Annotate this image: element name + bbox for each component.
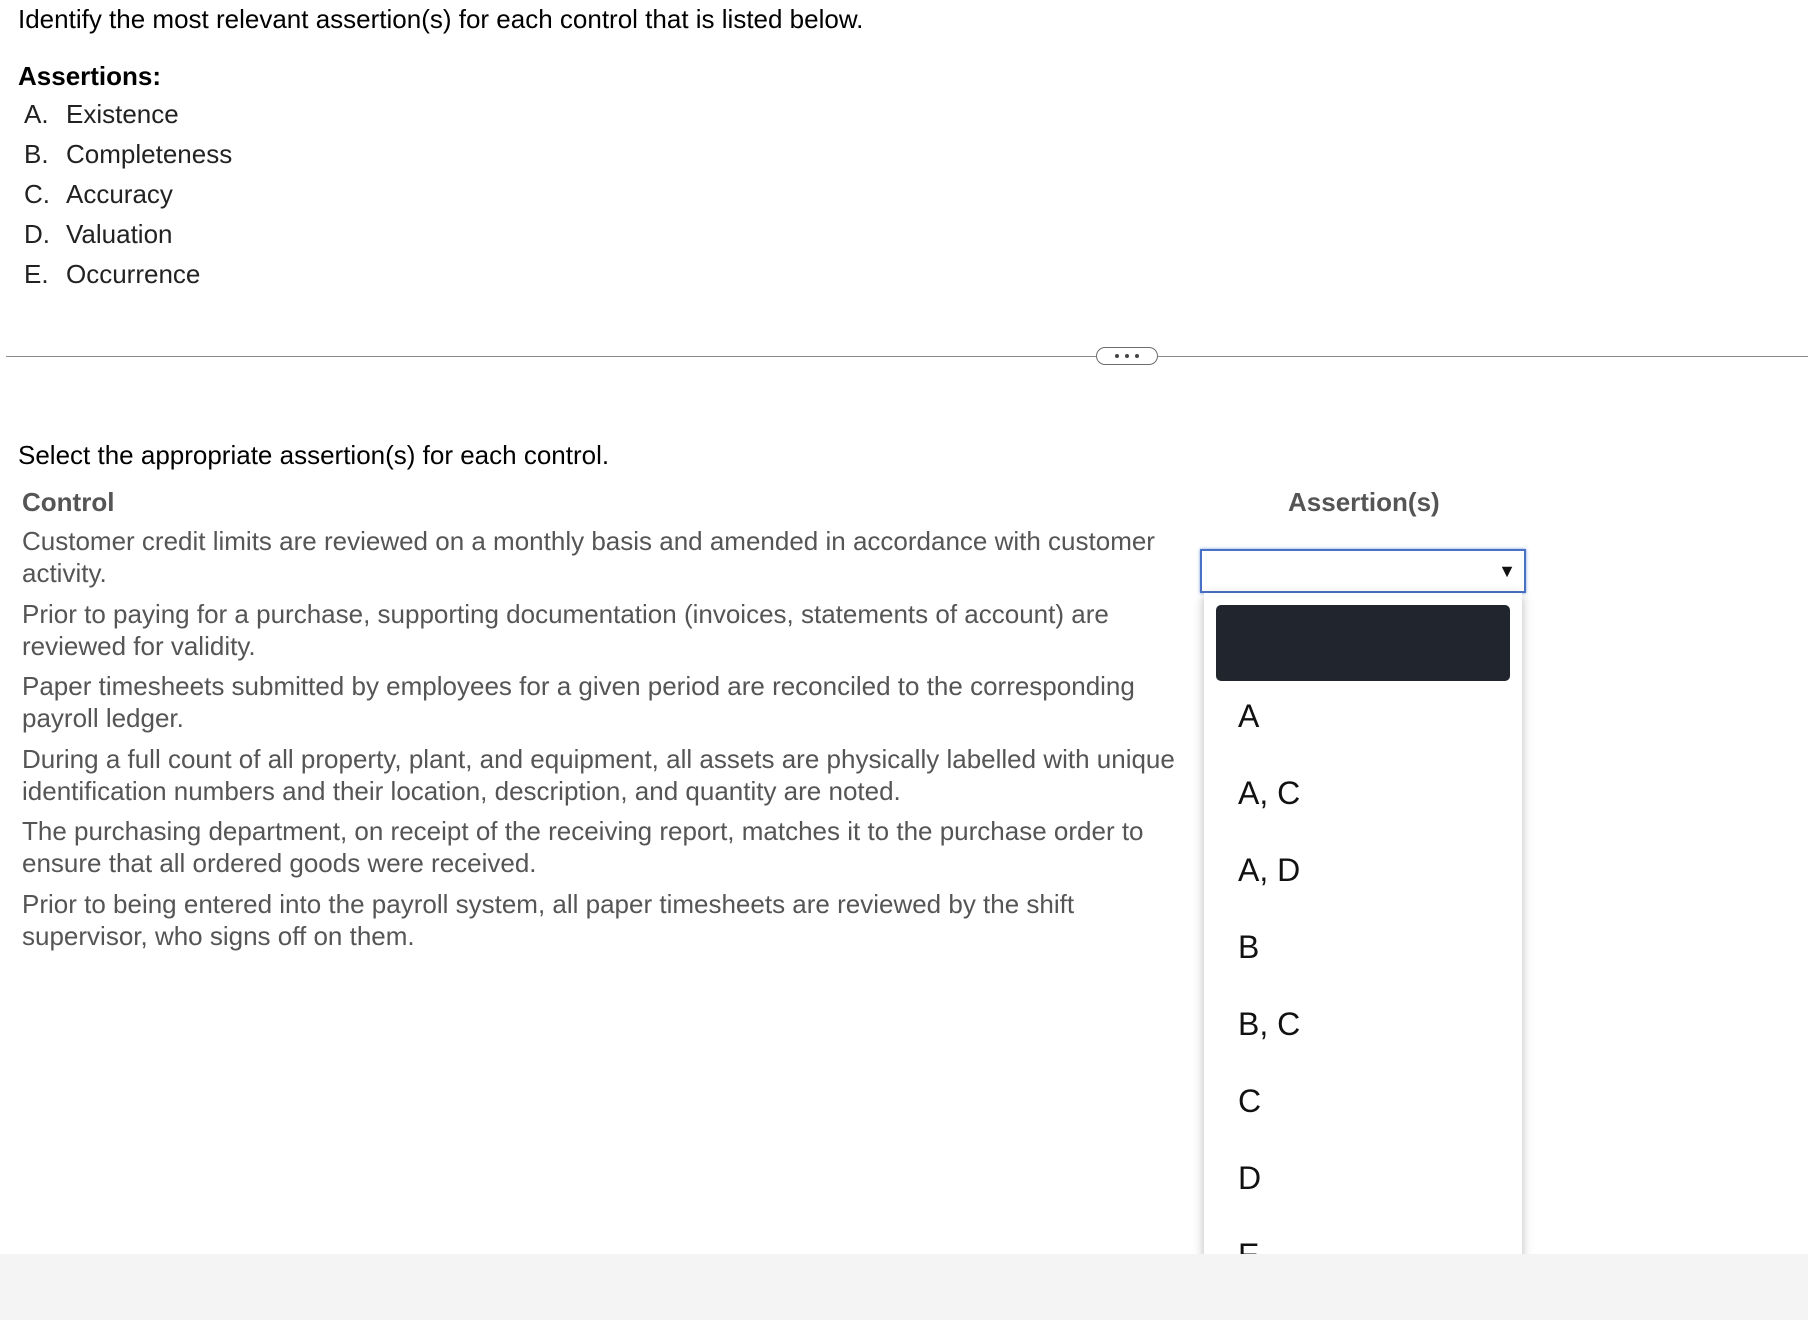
control-row: Customer credit limits are reviewed on a monthly basis and amended in accordance with customer activity. [22,526,1155,588]
ellipsis-dot-icon [1115,354,1119,358]
select-prompt: Select the appropriate assertion(s) for each control. [18,440,610,470]
dropdown-arrow-icon[interactable]: ▼ [1498,561,1516,581]
dropdown-option-blank-highlighted[interactable] [1216,605,1510,681]
dropdown-option[interactable]: A, C [1238,775,1301,811]
dropdown-option[interactable]: A [1238,698,1260,734]
dropdown-option[interactable]: B [1238,929,1260,965]
assertion-select[interactable] [1200,549,1526,593]
control-row: Paper timesheets submitted by employees for a given period are reconciled to the corresponding payroll ledger. [22,671,1135,733]
assertion-column-header: Assertion(s) [1288,487,1440,517]
assertion-letter: E. [24,259,49,289]
control-row: Prior to paying for a purchase, supporting documentation (invoices, statements of account) are reviewed for validity. [22,599,1109,661]
assertion-item [24,177,173,211]
assertion-letter: C. [24,179,50,209]
ellipsis-dot-icon [1125,354,1129,358]
dropdown-option[interactable]: B, C [1238,1006,1301,1042]
assertion-item [24,137,232,171]
control-row: Prior to being entered into the payroll system, all paper timesheets are reviewed by the shift supervisor, who signs off on them. [22,889,1075,951]
control-row: During a full count of all property, plant, and equipment, all assets are physically labelled with unique identification numbers and their location, description, and quantity are noted. [22,744,1175,806]
assertion-label: Accuracy [66,179,173,209]
assertion-letter: D. [24,219,50,249]
control-row: The purchasing department, on receipt of the receiving report, matches it to the purchase order to ensure that all ordered goods were received. [22,816,1144,878]
dropdown-option[interactable]: A, D [1238,852,1301,888]
control-column-header: Control [22,487,115,517]
dropdown-option[interactable]: D [1238,1160,1262,1196]
footer-band [0,1254,1808,1320]
assertion-label: Valuation [66,219,173,249]
section-divider [6,356,1808,357]
assertion-label: Occurrence [66,259,201,289]
assertion-label: Existence [66,99,179,129]
assertion-letter: A. [24,99,49,129]
assertions-heading: Assertions: [18,61,162,91]
dropdown-option[interactable]: C [1238,1083,1262,1119]
instructions-text: Identify the most relevant assertion(s) for each control that is listed below. [18,4,864,34]
assertion-item [24,97,179,131]
expand-ellipsis-button[interactable] [1096,347,1158,365]
assertion-letter: B. [24,139,49,169]
assertion-dropdown-menu [1204,593,1522,1311]
assertion-label: Completeness [66,139,233,169]
ellipsis-dot-icon [1135,354,1139,358]
assertion-item [24,217,173,251]
assertion-item [24,257,200,291]
